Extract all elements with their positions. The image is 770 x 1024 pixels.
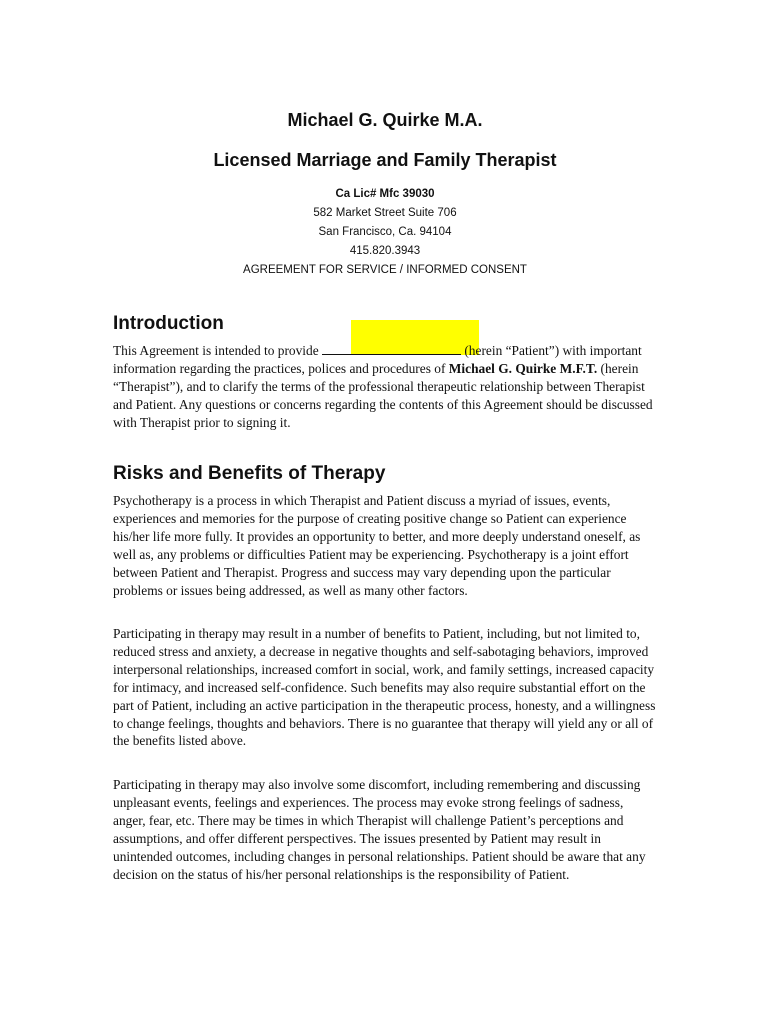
address-line-1: 582 Market Street Suite 706 <box>313 207 457 219</box>
document-title: AGREEMENT FOR SERVICE / INFORMED CONSENT <box>243 264 527 276</box>
introduction-heading: Introduction <box>113 313 224 334</box>
license-number: Ca Lic# Mfc 39030 <box>335 188 435 200</box>
therapist-title: Licensed Marriage and Family Therapist <box>213 150 557 170</box>
introduction-paragraph <box>113 342 658 432</box>
therapist-name-inline: Michael G. Quirke M.F.T. <box>448 360 598 376</box>
risks-paragraph-1: Psychotherapy is a process in which Therapist and Patient discuss a myriad of issues, events, experiences and memories for the purpose of creating positive change so Patient can experience his/her life more fully. It provides an opportunity to better, and more deeply understand oneself, as well as, any problems or difficulties Patient may be experiencing. Psychotherapy is a joint effort between Patient and Therapist. Progress and success may vary depending upon the particular problems or issues being addressed, as well as many other factors. <box>113 493 641 598</box>
intro-text-start: This Agreement is intended to provide <box>113 343 322 358</box>
address-line-2: San Francisco, Ca. 94104 <box>318 226 452 238</box>
therapist-name: Michael G. Quirke M.A. <box>287 110 483 130</box>
phone-number: 415.820.3943 <box>349 245 421 257</box>
patient-name-blank[interactable] <box>322 342 461 355</box>
risks-paragraph-2: Participating in therapy may result in a number of benefits to Patient, including, but not limited to, reduced stress and anxiety, a decrease in negative thoughts and self-sabotaging behaviors, improved interpersonal relationships, increased comfort in social, work, and family settings, increased capacity for intimacy, and increased self-confidence. Such benefits may also require substantial effort on the part of Patient, including an active participation in the therapeutic process, honesty, and a willingness to change feelings, thoughts and behaviors. There is no guarantee that therapy will yield any or all of the benefits listed above. <box>113 626 656 749</box>
risks-benefits-heading: Risks and Benefits of Therapy <box>113 463 386 484</box>
intro-text-end: (herein “Therapist”), and to clarify the terms of the professional therapeutic relationship between Therapist and Patient. Any questions or concerns regarding the contents of this Agreement should be discussed with Therapist prior to signing it. <box>113 360 653 430</box>
risks-paragraph-3: Participating in therapy may also involve some discomfort, including remembering and discussing unpleasant events, feelings and experiences. The process may evoke strong feelings of sadness, anger, fear, etc. There may be times in which Therapist will challenge Patient’s perceptions and assumptions, and offer different perspectives. The issues presented by Patient may result in unintended outcomes, including changes in personal relationships. Patient should be aware that any decision on the status of his/her personal relationships is the responsibility of Patient. <box>113 777 646 882</box>
intro-text-middle: (herein “Patient”) with important information regarding the practices, polices and procedures of <box>113 343 642 376</box>
